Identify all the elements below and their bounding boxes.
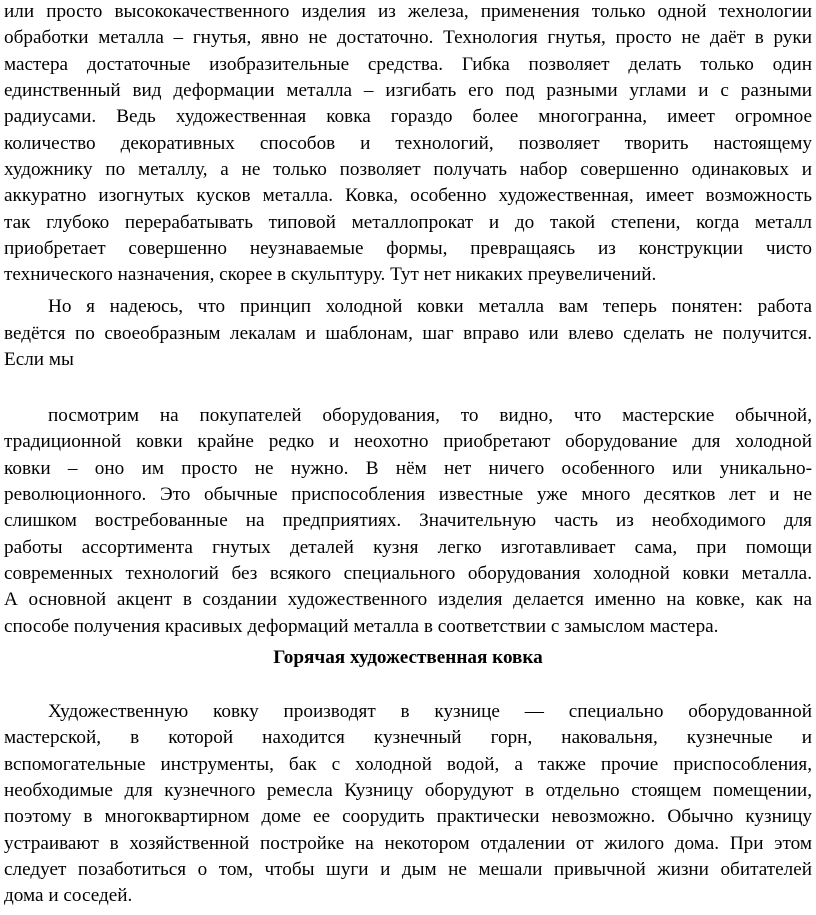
text-line: обработки металла – гнутья, явно не достаточно. Технология гнутья, просто не даёт в руки — [4, 27, 812, 48]
text-line: дома и соседей. — [4, 885, 133, 906]
text-line: Но я надеюсь, что принцип холодной ковки металла вам теперь понятен: работа — [48, 296, 812, 317]
text-line: посмотрим на покупателей оборудования, то видно, что мастерские обычной, — [48, 405, 812, 426]
text-line: способе получения красивых деформаций металла в соответствии с замыслом мастера. — [4, 616, 719, 637]
section-heading: Горячая художественная ковка — [273, 647, 543, 668]
text-line: революционного. Это обычные приспособления известные уже много десятков лет и не — [4, 484, 812, 505]
text-line: мастера достаточные изобразительные средства. Гибка позволяет делать только один — [4, 54, 812, 75]
text-line: или просто высококачественного изделия из железа, применения только одной технологии — [4, 1, 812, 22]
text-line: ковки – оно им просто не нужно. В нём нет ничего особенного или уникально- — [4, 458, 812, 479]
text-line: вспомогательные инструменты, бак с холодной водой, а также прочие приспособления, — [4, 754, 812, 775]
text-line: работы ассортимента гнутых деталей кузня легко изготавливает сама, при помощи — [4, 537, 812, 558]
text-line: поэтому в многоквартирном доме ее соорудить практически невозможно. Обычно кузницу — [4, 806, 812, 827]
text-line: современных технологий без всякого специального оборудования холодной ковки металла. — [4, 563, 812, 584]
text-line: традиционной ковки крайне редко и неохотно приобретают оборудование для холодной — [4, 431, 812, 452]
text-line: аккуратно изогнутых кусков металла. Ковка, особенно художественная, имеет возможность — [4, 185, 812, 206]
text-line: количество декоративных способов и технологий, позволяет творить настоящему — [4, 133, 812, 154]
text-line: радиусами. Ведь художественная ковка гораздо более многогранна, имеет огромное — [4, 106, 812, 127]
text-line: ведётся по своеобразным лекалам и шаблонам, шаг вправо или влево сделать не получится. — [4, 323, 812, 344]
text-line: следует позаботиться о том, чтобы шуги и дым не мешали привычной жизни обитателей — [4, 859, 812, 880]
text-line: необходимые для кузнечного ремесла Кузницу оборудуют в отдельно стоящем помещении, — [4, 780, 812, 801]
text-line: так глубоко перерабатывать типовой металлопрокат и до такой степени, когда металл — [4, 212, 812, 233]
text-line: Если мы — [4, 349, 74, 370]
text-line: единственный вид деформации металла – изгибать его под разными углами и с разными — [4, 80, 812, 101]
text-line: приобретает совершенно неузнаваемые формы, превращаясь из конструкции чисто — [4, 238, 812, 259]
text-line: слишком востребованные на предприятиях. Значительную часть из необходимого для — [4, 510, 812, 531]
text-line: устраивают в хозяйственной постройке на некотором отдалении от жилого дома. При этом — [4, 833, 812, 854]
text-line: технического назначения, скорее в скульптуру. Тут нет никаких преувеличений. — [4, 264, 657, 285]
text-line: А основной акцент в создании художественного изделия делается именно на ковке, как на — [4, 589, 812, 610]
text-line: Художественную ковку производят в кузнице — специально оборудованной — [48, 701, 812, 722]
text-line: художнику по металлу, а не только позволяет получать набор совершенно одинаковых и — [4, 159, 812, 180]
text-line: мастерской, в которой находится кузнечный горн, наковальня, кузнечные и — [4, 727, 812, 748]
